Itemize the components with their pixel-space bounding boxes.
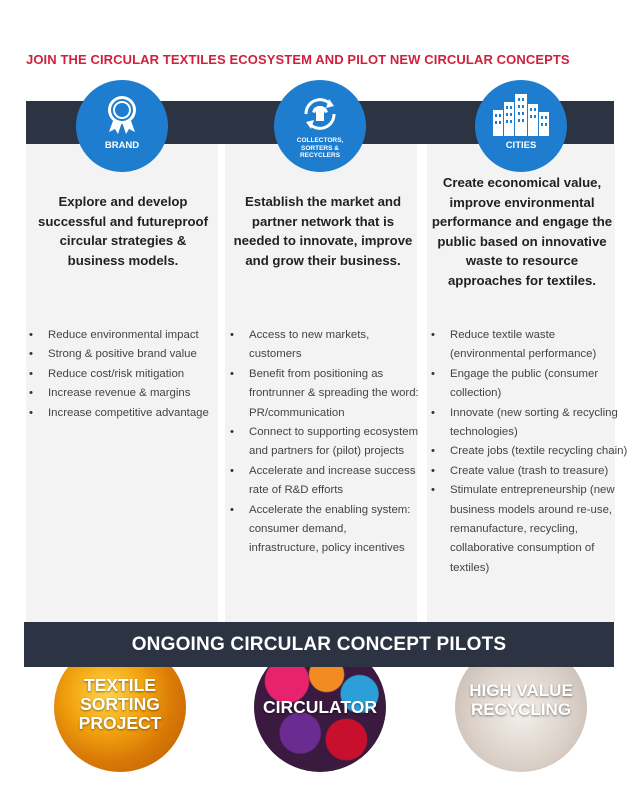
- cities-tagline: Create economical value, improve environmental performance and engage the public based on innovative waste to resource approaches for textiles.: [431, 175, 613, 288]
- recycle-shirt-icon: [298, 92, 342, 136]
- list-item: • Connect to supporting ecosystem and partners for (pilot) projects: [249, 423, 419, 462]
- list-item: • Increase competitive advantage: [48, 404, 220, 423]
- pilots-title-bar: ONGOING CIRCULAR CONCEPT PILOTS: [24, 622, 614, 667]
- city-buildings-icon: [491, 92, 551, 136]
- collectors-badge: [274, 80, 366, 172]
- list-item: • Reduce cost/risk mitigation: [48, 365, 220, 384]
- list-item: • Benefit from positioning as frontrunner & spreading the word: PR/communication: [249, 365, 419, 423]
- cities-badge-label: CITIES: [505, 140, 537, 151]
- pilot-label: TEXTILE SORTING PROJECT: [78, 674, 162, 733]
- collectors-badge-label: COLLECTORS, SORTERS & RECYCLERS: [296, 137, 344, 159]
- award-rosette-icon: [100, 92, 144, 136]
- list-item: • Innovate (new sorting & recycling technologies): [450, 404, 632, 443]
- pilot-label: CIRCULATOR: [262, 696, 378, 717]
- list-item: • Increase revenue & margins: [48, 384, 220, 403]
- list-item: • Accelerate and increase success rate of R&D efforts: [249, 462, 419, 501]
- brand-badge: [76, 80, 168, 172]
- list-item: • Strong & positive brand value: [48, 345, 220, 364]
- list-item: • Engage the public (consumer collection): [450, 365, 632, 404]
- collectors-benefits-list: [227, 326, 419, 559]
- collectors-tagline: Establish the market and partner network that is needed to innovate, improve and grow their business.: [233, 194, 413, 268]
- pilot-label: HIGH VALUE RECYCLING: [469, 681, 573, 719]
- list-item: • Reduce environmental impact: [48, 326, 220, 345]
- list-item: • Reduce textile waste (environmental performance): [450, 326, 632, 365]
- list-item: • Accelerate the enabling system: consumer demand, infrastructure, policy incentives: [249, 501, 419, 559]
- brand-benefits-list: [26, 326, 220, 423]
- brand-badge-label: BRAND: [104, 140, 140, 151]
- list-item: • Create jobs (textile recycling chain): [450, 442, 632, 461]
- list-item: • Stimulate entrepreneurship (new business models around re-use, remanufacture, recycling, collaborative consumption of textiles): [450, 481, 632, 578]
- list-item: • Create value (trash to treasure): [450, 462, 632, 481]
- brand-tagline: Explore and develop successful and futureproof circular strategies & business models.: [38, 194, 208, 268]
- cities-badge: [475, 80, 567, 172]
- list-item: • Access to new markets, customers: [249, 326, 419, 365]
- page-heading: JOIN THE CIRCULAR TEXTILES ECOSYSTEM AND PILOT NEW CIRCULAR CONCEPTS: [26, 52, 570, 67]
- cities-benefits-list: [428, 326, 632, 578]
